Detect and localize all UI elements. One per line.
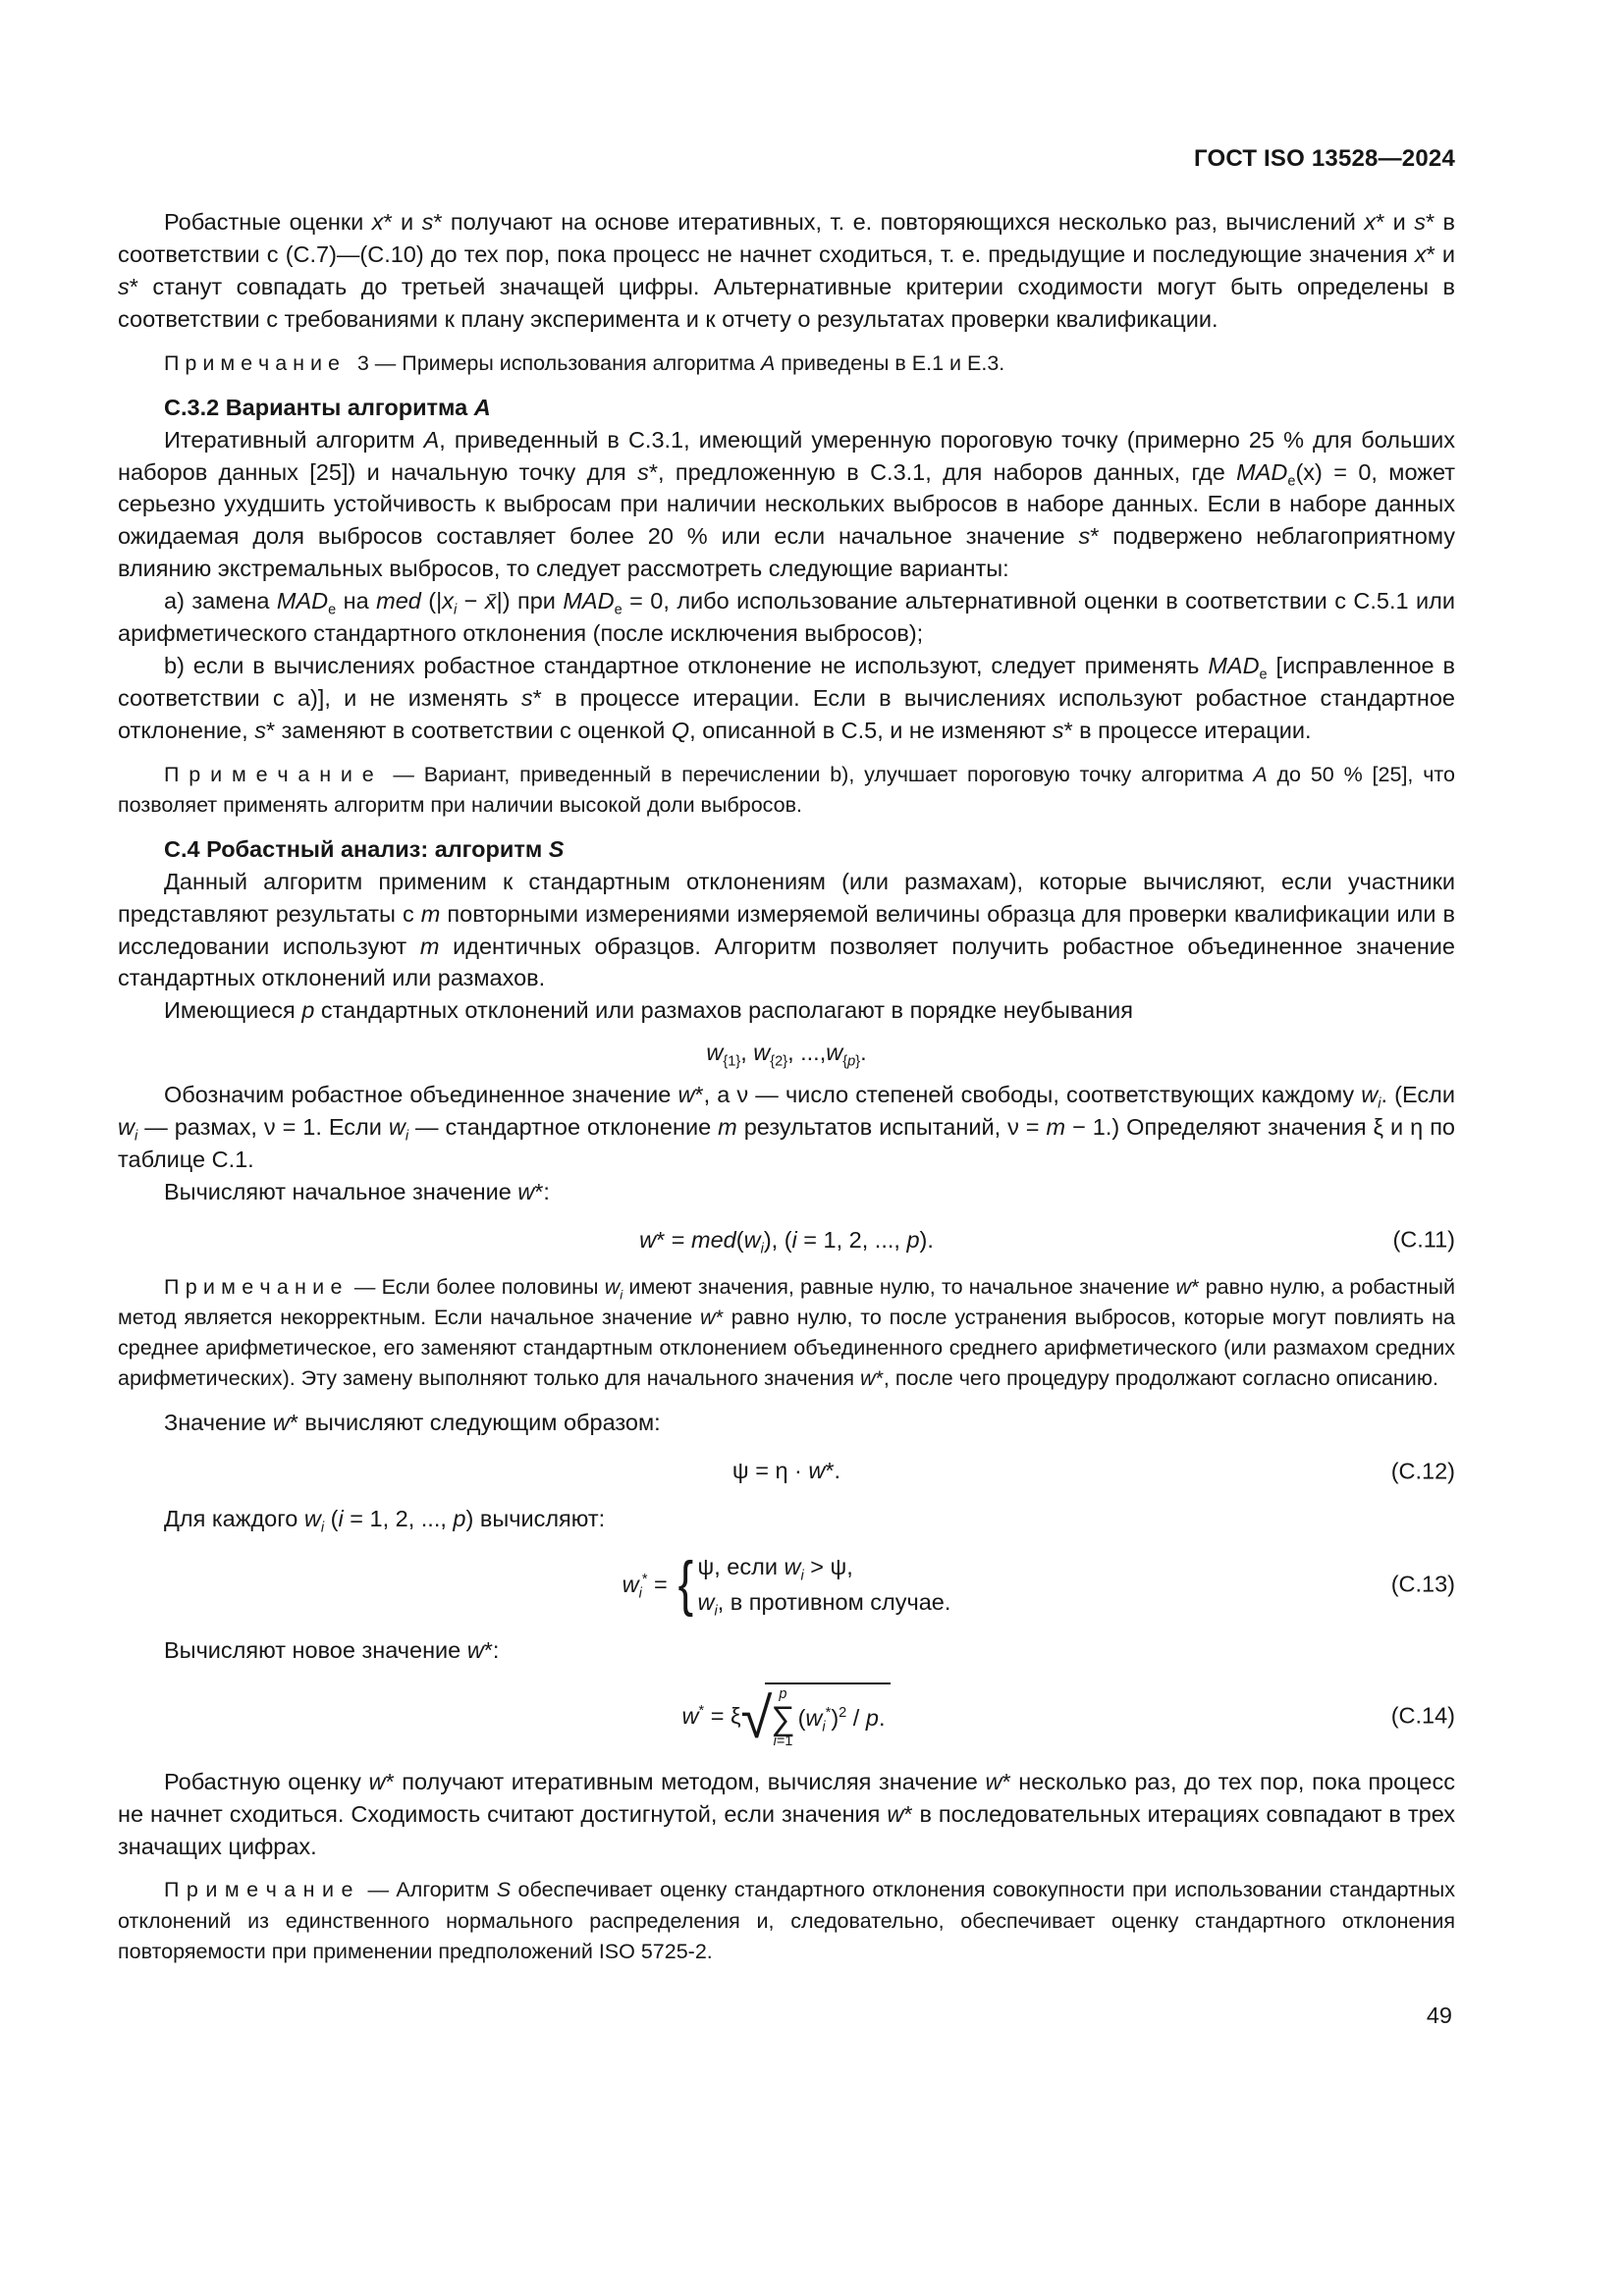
- sigma-icon: ∑: [771, 1699, 795, 1737]
- paragraph-c4-ordering: Имеющиеся p стандартных отклонений или размахов располагают в порядке неубывания: [164, 997, 1134, 1024]
- paragraph-c32-intro: Итеративный алгоритм A, приведенный в С.3.1, имеющий умеренную пороговую точку (примерно 25 % для больших наборов данных [25]) и начальную точку для s*, предложенную в С.3.1, для наборов данных, где $MAD_e(x) = 0$, может серьезно ухудшить устойчивость к выбросам при наличии нескольких выбросов в наборе данных. Если в наборе данных ожидаемая доля выбросов составляет более 20 % или если начальное значение s* подвержено неблагоприятному влиянию экстремальных выбросов, то следует рассмотреть следующие варианты:: [118, 426, 1456, 582]
- page-header: ГОСТ ISO 13528—2024: [1194, 145, 1455, 172]
- paragraph-c4-intro: Данный алгоритм применим к стандартным отклонениям (или размахам), которые вычисляют, если участники представляют результаты с m повторными измерениями измеряемой величины образца для проверки квалификации или в исследовании используют m идентичных образцов. Алгоритм позволяет получить робастное объединенное значение стандартных отклонений или размахов.: [118, 868, 1456, 991]
- paragraph-c4-new-value: Вычисляют новое значение w*:: [164, 1636, 500, 1663]
- note-c11: П р и м е ч а н и е — Если более половины $w_i$ имеют значения, равные нулю, то начальное значение w* равно нулю, а робастный метод является некорректным. Если начальное значение w* равно нулю, то после устранения выбросов, которые могут повлиять на среднее арифметическое, его заменяют стандартным отклонением объединенного среднего арифметического (или размахом средних арифметических). Эту замену выполняют только для начального значения w*, после чего процедуру продолжают согласно описанию.: [118, 1274, 1455, 1391]
- equation-c11: [118, 1224, 1455, 1256]
- equation-c13: [118, 1551, 1455, 1619]
- equation-c12-number: (С.12): [1390, 1458, 1455, 1484]
- paragraph-c4-initial-value: Вычисляют начальное значение w*:: [164, 1178, 550, 1204]
- radical-icon: √: [740, 1686, 773, 1751]
- heading-c32: С.3.2 Варианты алгоритма A: [164, 394, 491, 420]
- summation-lower-limit: i=1: [773, 1733, 793, 1749]
- list-item-b: b) если в вычислениях робастное стандартное отклонение не используют, следует применять $MAD_e$ [исправленное в соответствии с а)], и не изменять s* в процессе итерации. Если в вычислениях используют робастное стандартное отклонение, s* заменяют в соответствии с оценкой Q, описанной в С.5, и не изменяют s* в процессе итерации.: [118, 652, 1455, 743]
- note-3: П р и м е ч а н и е 3 — Примеры использования алгоритма A приведены в Е.1 и Е.3.: [164, 350, 1005, 375]
- equation-c14-summand: $(w_i^*)^2$ / p.: [797, 1705, 886, 1735]
- equation-c12-formula: ψ = η · w*.: [731, 1458, 841, 1484]
- equation-c13-lhs: $w_i^*$ =: [622, 1571, 668, 1602]
- page-number: 49: [1426, 2002, 1452, 2028]
- left-brace-icon: {: [677, 1549, 693, 1618]
- formula-ordered-sequence: $w_{\{1\}}$, $w_{\{2\}}$, $...,w_{\{p\}}$.: [706, 1040, 867, 1070]
- paragraph-c4-psi-intro: Значение w* вычисляют следующим образом:: [164, 1410, 661, 1436]
- equation-c14-formula: [682, 1682, 892, 1750]
- equation-c14-under-radical: [765, 1682, 891, 1750]
- paragraph-c4-notation: Обозначим робастное объединенное значение w*, а ν — число степеней свободы, соответствующих каждому $w_i$. (Если $w_i$ — размах, ν = 1. Если $w_i$ — стандартное отклонение m результатов испытаний, ν = m − 1.) Определяют значения ξ и η по таблице С.1.: [118, 1082, 1455, 1172]
- paragraph-c4-convergence: Робастную оценку w* получают итеративным методом, вычисляя значение w* несколько раз, до тех пор, пока процесс не начнет сходиться. Сходимость считают достигнутой, если значения w* в последовательных итерациях совпадают в трех значащих цифрах.: [118, 1768, 1455, 1859]
- equation-c11-number: (С.11): [1392, 1226, 1455, 1253]
- summation-block: [771, 1687, 794, 1750]
- equation-c14-number: (С.14): [1390, 1702, 1455, 1729]
- equation-c13-case-2: $w_i$, в противном случае.: [697, 1588, 951, 1620]
- page-content: [118, 206, 1455, 1967]
- summation-upper-limit: p: [779, 1685, 787, 1702]
- paragraph-robust-estimates-intro: Робастные оценки x* и s* получают на основе итеративных, т. е. повторяющихся несколько раз, вычислений x* и s* в соответствии с (С.7)—(С.10) до тех пор, пока процесс не начнет сходиться, т. е. предыдущие и последующие значения x* и s* станут совпадать до третьей значащей цифры. Альтернативные критерии сходимости могут быть определены в соответствии с требованиями к плану эксперимента и к отчету о результатах проверки квалификации.: [118, 209, 1455, 332]
- equation-c13-cases: [698, 1551, 951, 1619]
- equation-c13-case-1: ψ, если $w_i > \psi$,: [697, 1553, 853, 1584]
- paragraph-c4-for-each: Для каждого $w_i$ (i = 1, 2, ..., p) вычисляют:: [164, 1506, 606, 1536]
- note-algorithm-s: П р и м е ч а н и е — Алгоритм S обеспечивает оценку стандартного отклонения совокупности при использовании стандартных отклонений из единственного нормального распределения и, следовательно, обеспечивает оценку стандартного отклонения повторяемости при применении предположений ISO 5725-2.: [118, 1878, 1455, 1963]
- equation-c13-formula: [623, 1551, 951, 1619]
- equation-c12: [118, 1455, 1455, 1487]
- equation-c13-number: (С.13): [1390, 1571, 1455, 1597]
- heading-c4: С.4 Робастный анализ: алгоритм S: [164, 835, 565, 862]
- list-item-a: а) замена $MAD_e$ на med ($|x_i$ − x̄|) при $MAD_e = 0$, либо использование альтернативной оценки в соответствии с С.5.1 или арифметического стандартного отклонения (после исключения выбросов);: [118, 588, 1455, 646]
- note-variant-b: П р и м е ч а н и е — Вариант, приведенный в перечислении b), улучшает пороговую точку алгоритма A до 50 % [25], что позволяет применять алгоритм при наличии высокой доли выбросов.: [118, 762, 1455, 817]
- equation-c14: [118, 1682, 1455, 1750]
- equation-c11-formula: $w* = med(w_i)$, (i = 1, 2, ..., p).: [639, 1226, 934, 1257]
- equation-c14-lhs: w* = ξ: [681, 1702, 741, 1729]
